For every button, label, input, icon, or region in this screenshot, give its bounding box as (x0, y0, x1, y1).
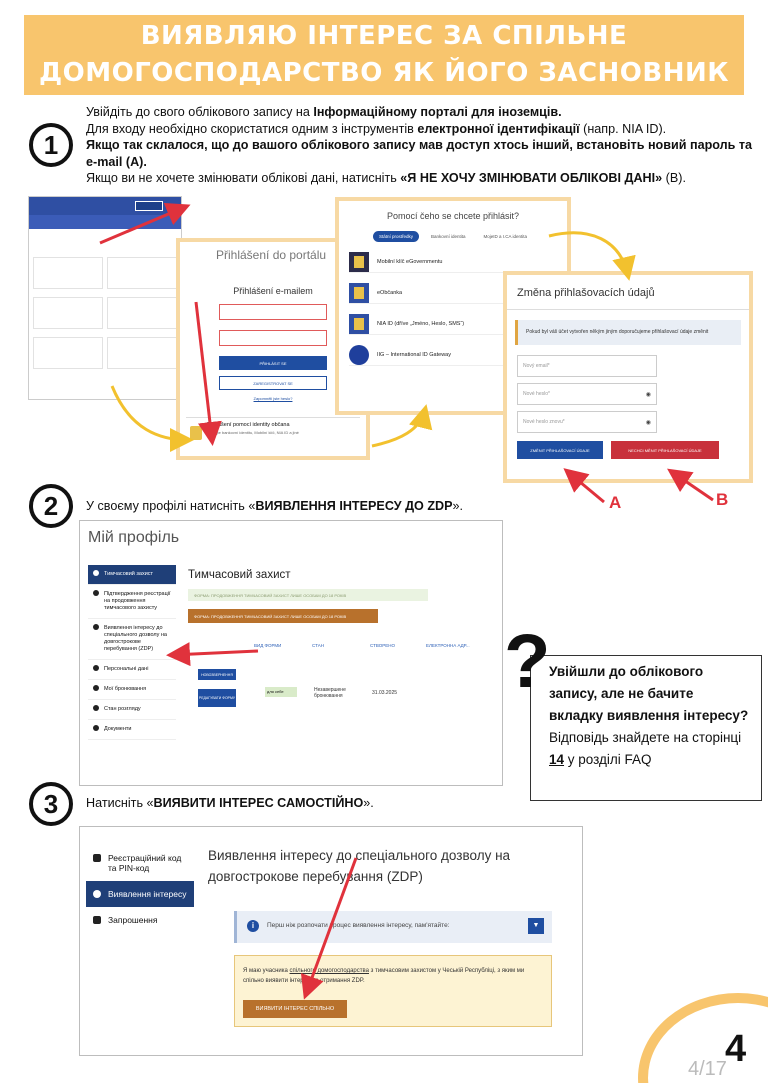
portal-card-row-1 (29, 253, 181, 293)
step-1-line-1: Увійдіть до свого облікового запису на Інформаційному порталі для іноземців. (86, 105, 562, 119)
portal-card[interactable] (33, 337, 103, 369)
step-1-instructions (86, 104, 756, 187)
eye-icon[interactable]: ◉ (645, 392, 651, 398)
step-1-badge: 1 (29, 123, 73, 167)
forgot-password-link[interactable]: Zapomněli jste heslo? (253, 396, 293, 401)
identity-option-label: NIA ID (dříve „Jméno, Heslo, SMS“) (377, 320, 465, 327)
info-icon: i (247, 920, 259, 932)
profile-screenshot (79, 520, 503, 786)
identity-select-title: Pomocí čeho se chcete přihlásit? (386, 211, 520, 221)
sidebar-item-registration[interactable]: Підтвердження реєстрації на продовження тимчасового захисту (88, 585, 176, 619)
title-line-2: ДОМОГОСПОДАРСТВО ЯК ЙОГО ЗАСНОВНИК (38, 58, 729, 88)
step-2-badge: 2 (29, 484, 73, 528)
form-status: Незавершене бронювання (314, 687, 346, 699)
page-header (24, 15, 744, 95)
step-3-badge: 3 (29, 782, 73, 826)
login-subtitle: Přihlášení e-mailem (233, 286, 313, 296)
login-button[interactable]: PŘIHLÁSIT SE (219, 356, 327, 370)
tab-bank[interactable]: Bankovní identita (430, 234, 466, 239)
sidebar-item-temporary-protection[interactable]: Тимчасовий захист (88, 565, 176, 585)
zdp-household-panel: Я маю учасника спільного домогосподарства з тимчасовим захистом у Чеській Республіці, з яким ми спільно виявити інтерес до отримання ZDP. ВИЯВИТИ ІНТЕРЕС СПІЛЬНО (234, 955, 552, 1027)
eye-icon[interactable]: ◉ (645, 420, 651, 426)
register-button[interactable]: ZAREGISTROVAT SE (219, 376, 327, 390)
edit-form-button[interactable]: РЕДАГУВАТИ ФОРМУ (198, 689, 236, 707)
chevron-down-icon[interactable]: ▼ (528, 918, 544, 934)
portal-nav-bar (29, 215, 181, 229)
sidebar-item-documents[interactable]: Документи (88, 720, 176, 740)
new-application-button[interactable]: НОВОЗВЕРНЕННЯ (198, 669, 236, 680)
lion-icon (349, 252, 369, 272)
portal-card-row-3 (29, 333, 181, 373)
step-1-line-3: Якщо так склалося, що до вашого облікового запису мав доступ хтось інший, встановіть новий пароль та e-mail (А). (86, 138, 753, 169)
form-type-badge: для себе (265, 687, 297, 697)
profile-sidebar (88, 565, 176, 740)
faq-answer: Відповідь знайдете на сторінці 14 у розділі FAQ (549, 730, 742, 767)
column-header: ВИД ФОРМИ (254, 643, 282, 648)
new-password-field[interactable]: Nové heslo* ◉ (517, 383, 657, 405)
title-line-1: ВИЯВЛЯЮ ІНТЕРЕС ЗА СПІЛЬНЕ (140, 21, 628, 51)
column-header: СТВОРЕНО (370, 643, 395, 648)
lion-icon (349, 314, 369, 334)
household-link[interactable]: спільного домогосподарства (289, 968, 369, 974)
login-title: Přihlášení do portálu (216, 248, 327, 262)
portal-spacer (29, 229, 181, 253)
step-3-instructions: Натисніть «ВИЯВИТИ ІНТЕРЕС САМОСТІЙНО». (86, 796, 374, 810)
portal-login-button[interactable] (135, 201, 163, 211)
citizen-identity-text (207, 422, 299, 453)
forms-table (188, 635, 488, 705)
portal-card[interactable] (107, 297, 177, 329)
new-email-field[interactable]: Nový email* (517, 355, 657, 377)
portal-card[interactable] (107, 337, 177, 369)
change-credentials-title: Změna přihlašovacích údajů (507, 275, 749, 310)
zdp-info-panel[interactable] (234, 911, 552, 943)
portal-home-screenshot (28, 196, 182, 400)
extend-protection-button[interactable]: ФОРМА: ПРОДОВЖЕННЯ ТИМЧАСОВИЙ ЗАХИСТ ЛИШЕ ОСОБАМ ДО 18 РОКІВ (188, 609, 378, 623)
location-pin-icon (93, 890, 101, 898)
portal-card[interactable] (33, 257, 103, 289)
portal-header-bar (29, 197, 181, 215)
temporary-protection-title: Тимчасовий захист (188, 569, 291, 581)
label-b: B (716, 490, 729, 509)
column-header: СТАН (312, 643, 324, 648)
faq-callout (504, 619, 762, 801)
change-credentials-button[interactable]: ZMĚNIT PŘIHLAŠOVACÍ ÚDAJE (517, 441, 603, 459)
identity-tabs (339, 231, 567, 242)
page-counter: 4/17 (688, 1058, 727, 1080)
label-a: A (609, 493, 622, 512)
sidebar-item-interest[interactable]: Виявлення інтересу (86, 881, 194, 907)
column-header: ЕЛЕКТРОННА АДР... (426, 643, 470, 648)
profile-title: Мій профіль (88, 529, 180, 546)
identity-option-label: eObčanka (377, 289, 403, 296)
portal-card[interactable] (107, 257, 177, 289)
czech-lion-icon (190, 426, 202, 440)
step-2-instructions: У своєму профілі натисніть «ВИЯВЛЕННЯ ІНТЕРЕСУ ДО ZDP». (86, 499, 464, 513)
eu-flag-icon (349, 345, 369, 365)
citizen-identity-desc: Využijte bankovní identitu, Mobilní klíč, NIA ID a jiné (207, 430, 299, 435)
password-field[interactable] (219, 330, 327, 346)
identity-option-label: IIG – International ID Gateway (377, 351, 451, 358)
change-credentials-info: Pokud byl váš účet vytvořen někým jiným doporučujeme přihlašovací údaje změnit (515, 320, 741, 345)
identity-option-label: Mobilní klíč eGovernmentu (377, 258, 443, 265)
email-field[interactable] (219, 304, 327, 320)
repeat-password-field[interactable]: Nové heslo znovu* ◉ (517, 411, 657, 433)
change-credentials-screenshot (503, 271, 753, 483)
page-number: 4 (725, 1028, 747, 1070)
sidebar-item-zdp-interest[interactable]: Виявлення інтересу до спеціального дозволу на довгострокове перебування (ZDP) (88, 619, 176, 660)
credentials-buttons (517, 441, 749, 459)
sidebar-item-invitations[interactable]: Запрошення (86, 907, 194, 933)
faq-question: Увійшли до облікового запису, але не бачите вкладку виявлення інтересу? (549, 664, 749, 723)
page-title (39, 18, 729, 92)
faq-page-link[interactable]: 14 (549, 752, 565, 767)
identity-option[interactable] (349, 251, 557, 273)
express-interest-jointly-button[interactable]: ВИЯВИТИ ІНТЕРЕС СПІЛЬНО (243, 1000, 347, 1018)
keep-credentials-button[interactable]: NECHCI MĚNIT PŘIHLAŠOVACÍ ÚDAJE (611, 441, 719, 459)
form-note: ФОРМА: ПРОДОВЖЕННЯ ТИМЧАСОВИЙ ЗАХИСТ ЛИШЕ ОСОБАМ ДО 18 РОКІВ (188, 589, 428, 601)
citizen-identity-title: Přihlášení pomocí identity občana (207, 422, 290, 428)
portal-card[interactable] (33, 297, 103, 329)
sidebar-item-status[interactable]: Стан розгляду (88, 700, 176, 720)
lion-icon (349, 283, 369, 303)
arrow-yellow-2 (372, 410, 425, 446)
step-1-line-2: Для входу необхідно скористатися одним з інструментів електронної ідентифікації (напр. NIA ID). (86, 121, 667, 136)
question-mark-icon: ? (504, 619, 551, 704)
form-created-date: 31.03.2025 (372, 690, 398, 696)
zdp-screenshot (79, 826, 583, 1056)
zdp-sidebar (86, 845, 194, 933)
step-1-line-4: Якщо ви не хочете змінювати облікові дані, натисніть «Я НЕ ХОЧУ ЗМІНЮВАТИ ОБЛІКОВІ ДАНІ» (В). (86, 171, 686, 185)
citizen-identity-login[interactable] (186, 417, 360, 457)
zdp-info-text: Перш ніж розпочати процес виявлення інтересу, пам'ятайте: (267, 922, 450, 929)
tab-mojeid[interactable]: MojeID a I.CA identita (483, 234, 528, 239)
sidebar-item-personal-data[interactable]: Персональні дані (88, 660, 176, 680)
zdp-title: Виявлення інтересу до спеціального дозволу на довгострокове перебування (ZDP) (208, 848, 511, 884)
portal-card-row-2 (29, 293, 181, 333)
sidebar-item-registration-code[interactable]: Реєстраційний код та PIN-код (86, 845, 194, 881)
sidebar-item-bookings[interactable]: Мої бронювання (88, 680, 176, 700)
tab-state[interactable]: Státní prostředky (373, 231, 419, 242)
envelope-icon (93, 916, 101, 924)
key-icon (93, 854, 101, 862)
